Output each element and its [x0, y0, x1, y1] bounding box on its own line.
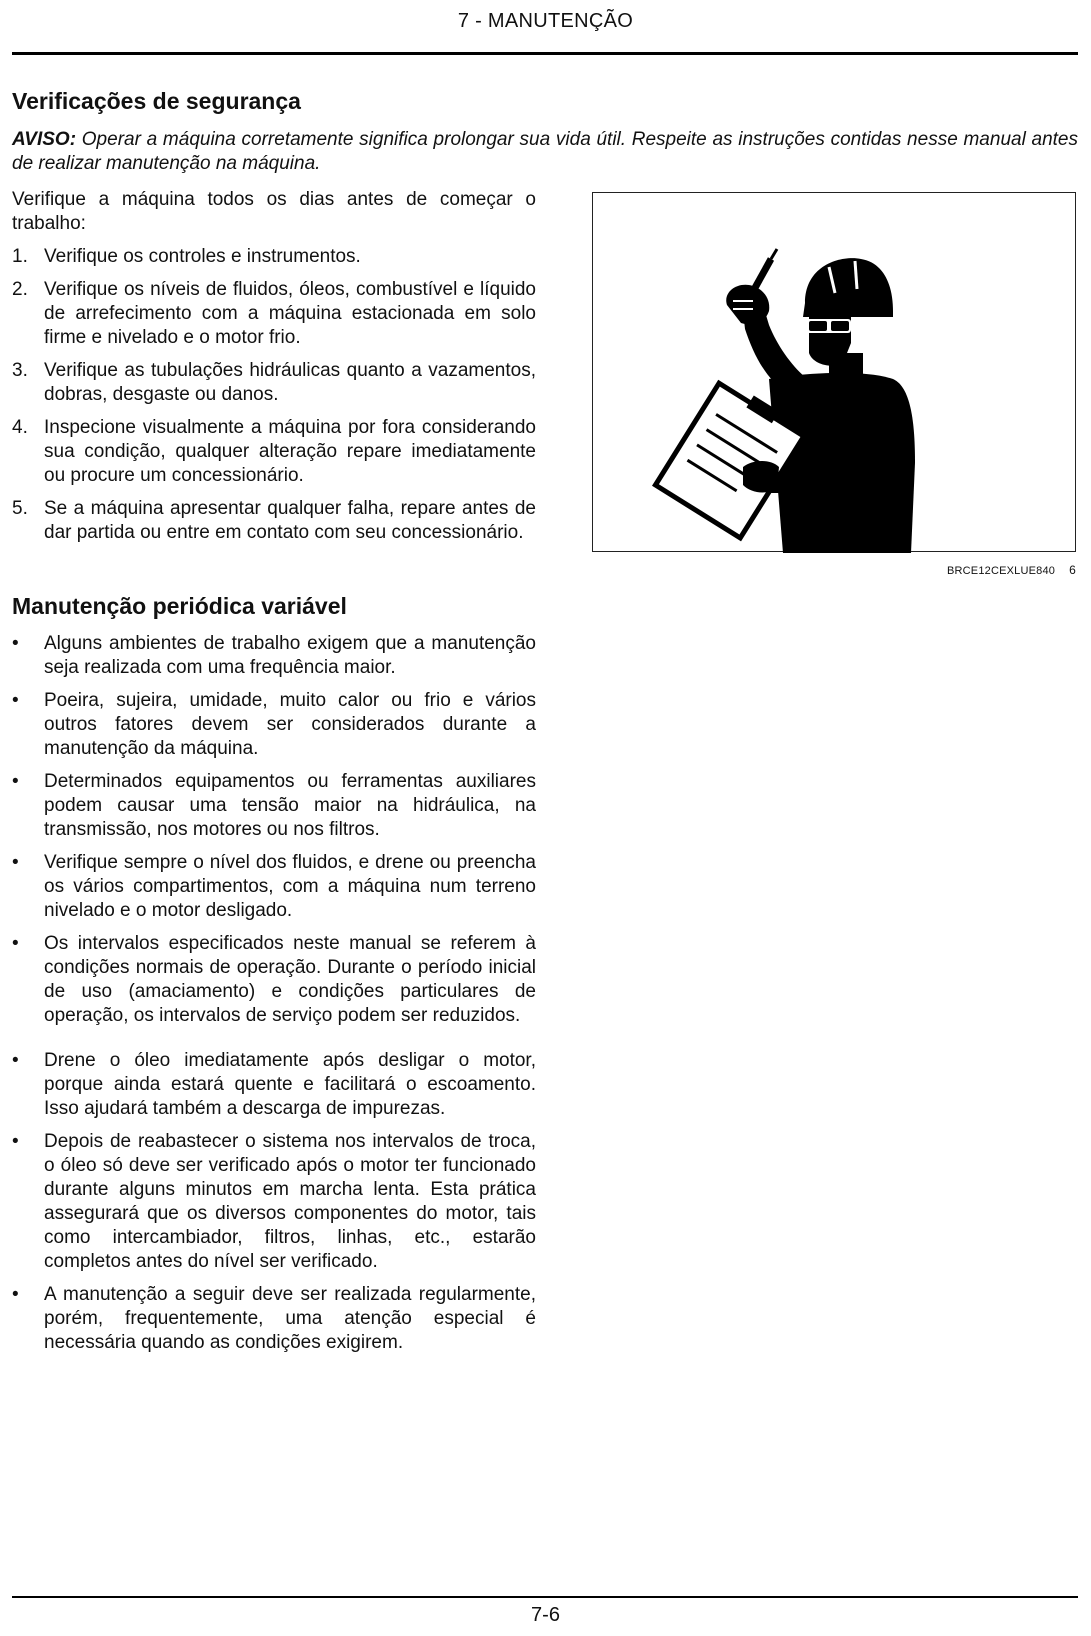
list-item: • Poeira, sujeira, umidade, muito calor ou frio e vários outros fatores devem ser considerados durante a manutenção da máquina. [12, 690, 536, 759]
list-item: • Determinados equipamentos ou ferramentas auxiliares podem causar uma tensão maior na hidráulica, na transmissão, nos motores ou nos filtros. [12, 771, 536, 840]
list-item: 4. Inspecione visualmente a máquina por fora considerando sua condição, qualquer alteração repare imediatamente ou procure um concessionário. [12, 417, 536, 486]
warning-notice [12, 128, 1078, 176]
periodic-maintenance-list [12, 632, 536, 1355]
safety-intro: Verifique a máquina todos os dias antes de começar o trabalho: [12, 189, 536, 234]
list-item: • Os intervalos especificados neste manual se referem à condições normais de operação. Durante o período inicial de uso (amaciamento) e condições particulares de operação, os intervalos de serviço podem ser reduzidos. [12, 933, 536, 1026]
list-item: 1. Verifique os controles e instrumentos. [12, 246, 361, 267]
section-title-periodic-maintenance: Manutenção periódica variável [12, 593, 347, 619]
list-item: • Drene o óleo imediatamente após desligar o motor, porque ainda estará quente e facilitará o escoamento. Isso ajudará também a descarga de impurezas. [12, 1050, 536, 1119]
list-item: • Verifique sempre o nível dos fluidos, e drene ou preencha os vários compartimentos, com a máquina num terreno nivelado e o motor desligado. [12, 852, 536, 921]
list-item: • Depois de reabastecer o sistema nos intervalos de troca, o óleo só deve ser verificado após o motor ter funcionado durante alguns minutos em marcha lenta. Esta prática assegurará que os diversos componentes do motor, tais como intercambiador, filtros, linhas, etc., estarão completos antes do nível ser verificado. [12, 1131, 536, 1272]
header-divider [12, 52, 1078, 55]
warning-label: AVISO: [12, 129, 77, 150]
warning-text: Operar a máquina corretamente significa prolongar sua vida útil. Respeite as instruções contidas nesse manual antes de realizar manutenção na máquina. [12, 129, 1078, 174]
page-header-title: 7 - MANUTENÇÃO [457, 10, 634, 32]
periodic-maintenance-column [12, 632, 536, 1364]
list-item: • A manutenção a seguir deve ser realizada regularmente, porém, frequentemente, uma atenção especial é necessária quando as condições exigirem. [12, 1284, 536, 1353]
figure-frame [592, 192, 1076, 552]
safety-checklist [12, 245, 536, 545]
list-item: 5. Se a máquina apresentar qualquer falha, repare antes de dar partida ou entre em contato com seu concessionário. [12, 498, 536, 543]
figure-number: 6 [1069, 563, 1076, 577]
worker-with-clipboard-icon [593, 193, 1077, 553]
list-item: • Alguns ambientes de trabalho exigem que a manutenção seja realizada com uma frequência maior. [12, 633, 536, 678]
page-number: 7-6 [531, 1604, 560, 1626]
list-item: 3. Verifique as tubulações hidráulicas quanto a vazamentos, dobras, desgaste ou danos. [12, 360, 536, 405]
figure-caption [592, 563, 1076, 577]
footer-divider [12, 1596, 1078, 1598]
list-item: 2. Verifique os níveis de fluidos, óleos, combustível e líquido de arrefecimento com a máquina estacionada em solo firme e nivelado e o motor frio. [12, 279, 536, 348]
safety-checks-column [12, 188, 536, 554]
figure-code: BRCE12CEXLUE840 [946, 565, 1056, 577]
section-title-safety-checks: Verificações de segurança [12, 88, 301, 114]
